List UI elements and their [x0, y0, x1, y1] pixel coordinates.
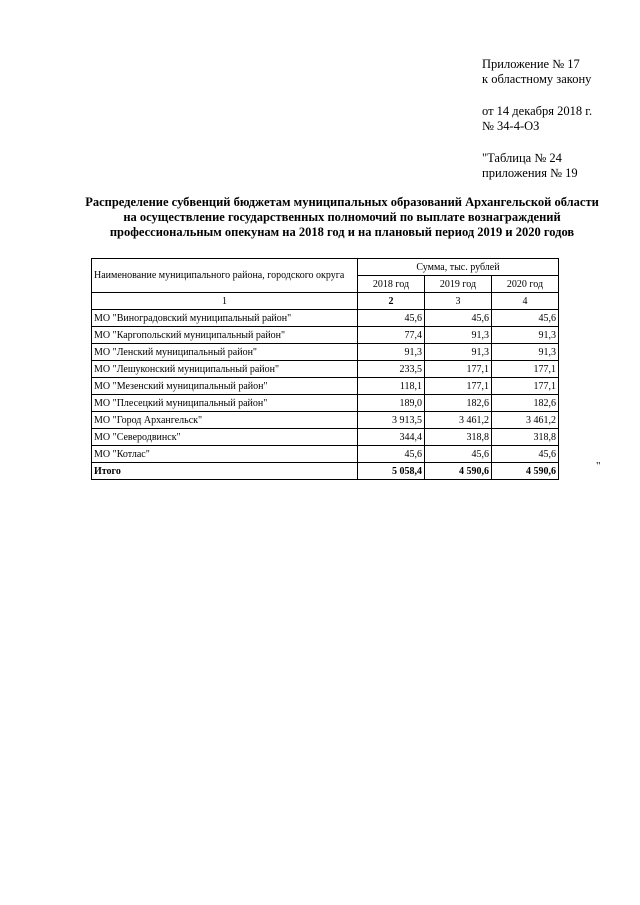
header-row: [92, 259, 559, 276]
amount-2020: 177,1: [492, 361, 559, 378]
amount-2019: 91,3: [425, 327, 492, 344]
amount-2018: 233,5: [358, 361, 425, 378]
header-name: Наименование муниципального района, городского округа: [92, 259, 358, 293]
table-row: [92, 412, 559, 429]
municipality-name: МО "Виноградовский муниципальный район": [92, 310, 358, 327]
appendix-reference: приложения № 19: [482, 166, 578, 180]
amount-2019: 45,6: [425, 310, 492, 327]
attachment-law: к областному закону: [482, 72, 592, 86]
amount-2019: 182,6: [425, 395, 492, 412]
table-row: [92, 344, 559, 361]
table-row: [92, 327, 559, 344]
municipality-name: МО "Плесецкий муниципальный район": [92, 395, 358, 412]
municipality-name: МО "Котлас": [92, 446, 358, 463]
amount-2018: 91,3: [358, 344, 425, 361]
table-row: [92, 361, 559, 378]
table-reference: "Таблица № 24: [482, 151, 562, 165]
column-number: 3: [425, 293, 492, 310]
total-2019: 4 590,6: [425, 463, 492, 480]
amount-2020: 318,8: [492, 429, 559, 446]
header-year-2019: 2019 год: [425, 276, 492, 293]
amount-2019: 91,3: [425, 344, 492, 361]
amount-2018: 3 913,5: [358, 412, 425, 429]
amount-2020: 182,6: [492, 395, 559, 412]
table-row: [92, 395, 559, 412]
total-label: Итого: [92, 463, 358, 480]
municipality-name: МО "Мезенский муниципальный район": [92, 378, 358, 395]
column-number-row: [92, 293, 559, 310]
attachment-date: от 14 декабря 2018 г.: [482, 104, 593, 118]
table-row: [92, 429, 559, 446]
table-row: [92, 310, 559, 327]
subvention-table: [91, 258, 559, 480]
amount-2020: 45,6: [492, 310, 559, 327]
table-row: [92, 446, 559, 463]
header-year-2018: 2018 год: [358, 276, 425, 293]
municipality-name: МО "Ленский муниципальный район": [92, 344, 358, 361]
column-number: 1: [92, 293, 358, 310]
amount-2018: 189,0: [358, 395, 425, 412]
amount-2018: 77,4: [358, 327, 425, 344]
table-row: [92, 378, 559, 395]
total-2018: 5 058,4: [358, 463, 425, 480]
municipality-name: МО "Каргопольский муниципальный район": [92, 327, 358, 344]
amount-2018: 45,6: [358, 310, 425, 327]
amount-2019: 318,8: [425, 429, 492, 446]
column-number: 4: [492, 293, 559, 310]
municipality-name: МО "Лешуконский муниципальный район": [92, 361, 358, 378]
municipality-name: МО "Северодвинск": [92, 429, 358, 446]
amount-2020: 45,6: [492, 446, 559, 463]
amount-2020: 177,1: [492, 378, 559, 395]
column-number: 2: [358, 293, 425, 310]
amount-2019: 177,1: [425, 378, 492, 395]
amount-2020: 3 461,2: [492, 412, 559, 429]
amount-2020: 91,3: [492, 327, 559, 344]
amount-2020: 91,3: [492, 344, 559, 361]
amount-2019: 45,6: [425, 446, 492, 463]
attachment-block: [482, 57, 592, 181]
municipality-name: МО "Город Архангельск": [92, 412, 358, 429]
amount-2018: 118,1: [358, 378, 425, 395]
header-sum: Сумма, тыс. рублей: [358, 259, 559, 276]
attachment-number: Приложение № 17: [482, 57, 580, 71]
amount-2019: 177,1: [425, 361, 492, 378]
document-title: Распределение субвенций бюджетам муниципальных образований Архангельской области на осуществление государственных полномочий по выплате вознаграждений профессиональным опекунам на 2018 год и на плановый период 2019 и 2020 годов: [85, 195, 599, 239]
amount-2019: 3 461,2: [425, 412, 492, 429]
amount-2018: 45,6: [358, 446, 425, 463]
header-year-2020: 2020 год: [492, 276, 559, 293]
total-2020: 4 590,6: [492, 463, 559, 480]
total-row: [92, 463, 559, 480]
amount-2018: 344,4: [358, 429, 425, 446]
attachment-law-number: № 34-4-ОЗ: [482, 119, 540, 133]
closing-quote: ": [596, 460, 601, 472]
